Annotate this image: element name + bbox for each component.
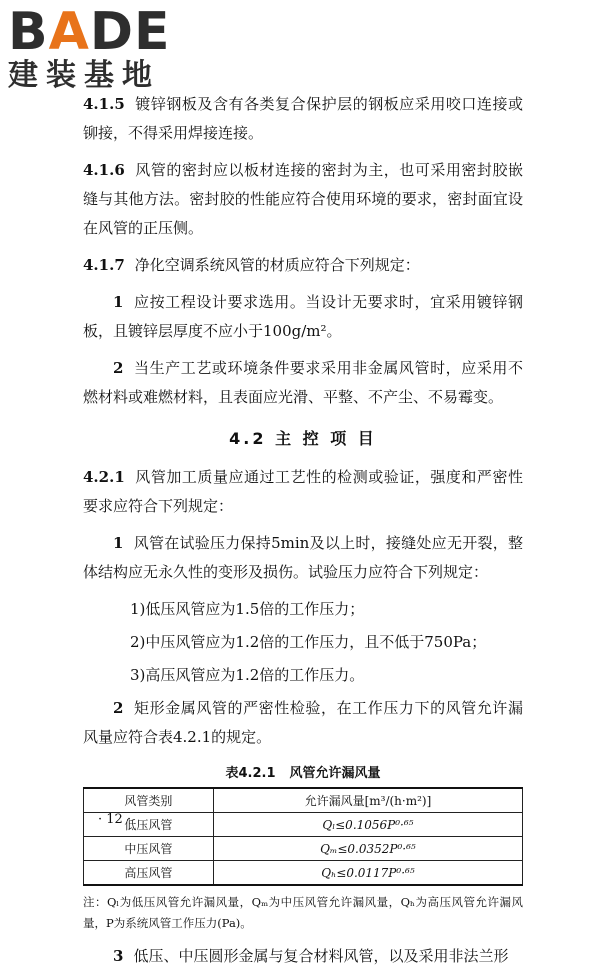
- leakage-table: [83, 787, 523, 886]
- clause-text: 净化空调系统风管的材质应符合下列规定：: [134, 256, 420, 274]
- clause-text: 风管的密封应以板材连接的密封为主，也可采用密封胶嵌缝与其他方法。密封胶的性能应符合使用环境的要求，密封面宜设在风管的正压侧。: [83, 161, 523, 237]
- table-cell: Qₕ≤0.0117P⁰·⁶⁵: [213, 861, 522, 886]
- subitem-number: 2): [130, 633, 146, 651]
- item-number: 1: [113, 534, 124, 552]
- table-caption-number: 表4.2.1: [225, 766, 276, 781]
- subitem-1: [83, 595, 523, 624]
- table-header-cell: 允许漏风量[m³/(h·m²)]: [213, 788, 522, 813]
- logo-letters-de: DE: [89, 2, 171, 62]
- item-4-2-1-1: [83, 529, 523, 587]
- clause-4-2-1: [83, 463, 523, 521]
- item-4-2-1-3: [83, 942, 523, 971]
- logo-wordmark: [8, 2, 171, 62]
- clause-4-1-6: [83, 156, 523, 243]
- page-number: · 12 ·: [98, 812, 132, 827]
- logo-subtitle: 建装基地: [8, 58, 160, 93]
- table-note: 注：Qₗ为低压风管允许漏风量，Qₘ为中压风管允许漏风量，Qₕ为高压风管允许漏风量，P为系统风管工作压力(Pa)。: [83, 895, 523, 930]
- table-cell: 中压风管: [84, 837, 214, 861]
- document-body: [83, 90, 523, 979]
- item-number: 2: [113, 359, 124, 377]
- clause-text: 镀锌钢板及含有各类复合保护层的钢板应采用咬口连接或铆接，不得采用焊接连接。: [83, 95, 523, 142]
- section-title: 4.2 主 控 项 目: [229, 429, 377, 448]
- subitem-3: [83, 661, 523, 690]
- item-4-1-7-1: [83, 288, 523, 346]
- subitem-2: [83, 628, 523, 657]
- item-text: 风管在试验压力保持5min及以上时，接缝处应无开裂，整体结构应无永久性的变形及损伤。试验压力应符合下列规定：: [83, 534, 523, 581]
- clause-number: 4.1.6: [83, 161, 125, 179]
- item-text: 当生产工艺或环境条件要求采用非金属风管时，应采用不燃材料或难燃材料，且表面应光滑、平整、不产尘、不易霉变。: [83, 359, 523, 406]
- item-text: 矩形金属风管的严密性检验，在工作压力下的风管允许漏风量应符合表4.2.1的规定。: [83, 699, 523, 746]
- item-4-2-1-2: [83, 694, 523, 752]
- clause-4-1-5: [83, 90, 523, 148]
- item-text: 低压、中压圆形金属与复合材料风管，以及采用非法兰形: [133, 947, 509, 965]
- clause-number: 4.1.5: [83, 95, 125, 113]
- subitem-text: 中压风管应为1.2倍的工作压力，且不低于750Pa；: [145, 633, 487, 651]
- logo-letter-b: B: [8, 2, 49, 62]
- table-caption: [83, 762, 523, 781]
- subitem-number: 3): [130, 666, 146, 684]
- clause-number: 4.1.7: [83, 256, 125, 274]
- item-4-1-7-2: [83, 354, 523, 412]
- table-row: [84, 837, 523, 861]
- clause-number: 4.2.1: [83, 468, 125, 486]
- table-header-cell: 风管类别: [84, 788, 214, 813]
- subitem-text: 高压风管应为1.2倍的工作压力。: [145, 666, 365, 684]
- table-cell: Qₘ≤0.0352P⁰·⁶⁵: [213, 837, 522, 861]
- table-cell: 低压风管: [84, 813, 214, 837]
- item-number: 3: [113, 947, 124, 965]
- item-number: 2: [113, 699, 124, 717]
- logo-letter-a: A: [48, 2, 90, 62]
- table-cell: Qₗ≤0.1056P⁰·⁶⁵: [213, 813, 522, 837]
- clause-4-1-7: [83, 251, 523, 280]
- table-cell: 高压风管: [84, 861, 214, 886]
- logo: [8, 2, 171, 93]
- item-number: 1: [113, 293, 124, 311]
- subitem-number: 1): [130, 600, 146, 618]
- subitem-text: 低压风管应为1.5倍的工作压力；: [145, 600, 365, 618]
- item-text: 应按工程设计要求选用。当设计无要求时，宜采用镀锌钢板，且镀锌层厚度不应小于100g/m²。: [83, 293, 523, 340]
- clause-text: 风管加工质量应通过工艺性的检测或验证，强度和严密性要求应符合下列规定：: [83, 468, 523, 515]
- table-caption-title: 风管允许漏风量: [289, 766, 381, 781]
- table-header-row: [84, 788, 523, 813]
- table-row: [84, 813, 523, 837]
- table-row: [84, 861, 523, 886]
